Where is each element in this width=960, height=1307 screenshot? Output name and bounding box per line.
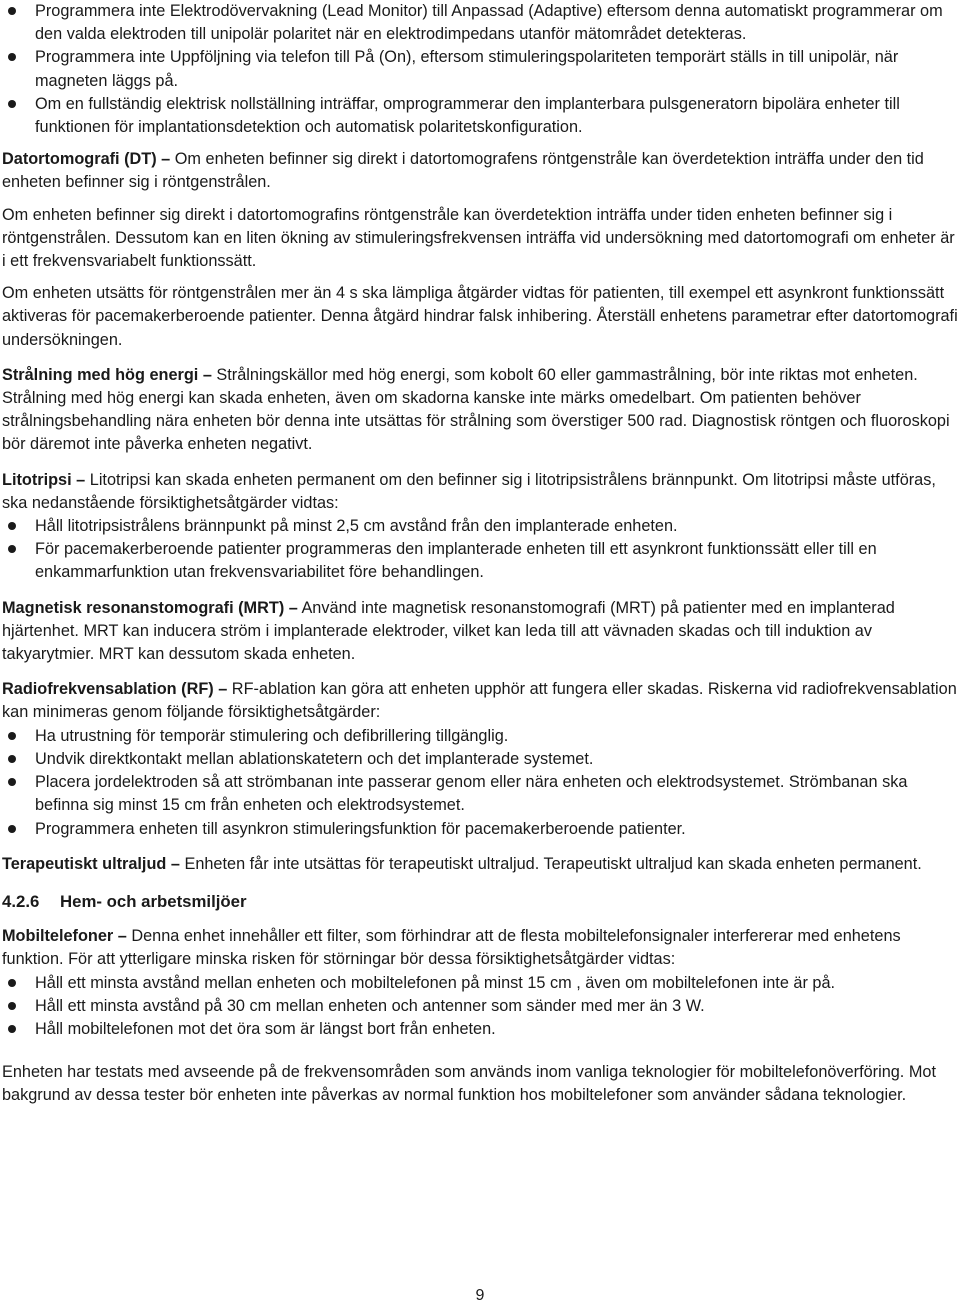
bullet-icon [8,1002,16,1010]
mobile-closing-paragraph: Enheten har testats med avseende på de frekvensområden som används inom vanliga teknologier för mobiltelefonöverföring. Mot bakgrund av dessa tester bör enheten inte påverkas av normal funktion hos mobiltelefoner som använder sådana teknologier. [2,1063,936,1105]
ct-paragraph-3: Om enheten utsätts för röntgenstrålen mer än 4 s ska lämpliga åtgärder vidtas för patienten, till exempel ett asynkront funktionssätt aktiveras för pacemakerberoende patienter. Denna åtgärd hindrar falsk inhibering. Återställ enhetens parametrar efter datortomografi undersökningen. [2,284,958,349]
litotripsi-paragraph: Litotripsi – Litotripsi kan skada enheten permanent om den befinner sig i litotripsistrålens brännpunkt. Om litotripsi måste utföras, ska nedanstående försiktighetsåtgärder vidtas: [2,470,936,512]
section-number: 4.2.6 [2,891,40,911]
bullet-icon [8,7,16,15]
list-item: Håll litotripsistrålens brännpunkt på minst 2,5 cm avstånd från den implanterade enheten. [2,515,958,538]
bullet-icon [8,755,16,763]
rf-bullets [2,725,958,841]
ultrasound-term: Terapeutiskt ultraljud – [2,854,180,873]
radiation-paragraph: Strålning med hög energi – Strålningskällor med hög energi, som kobolt 60 eller gammastrålning, bör inte riktas mot enheten. Strålning med hög energi kan skada enheten, även om skadorna kanske inte märks omedelbart. Om patienten behöver strålningsbehandling nära enheten bör denna inte utsättas för strålning som överstiger 500 rad. Diagnostisk röntgen och fluoroskopi bör däremot inte påverka enheten negativt. [2,365,950,454]
section-heading [2,890,958,913]
list-item: Programmera inte Uppföljning via telefon till På (On), eftersom stimuleringspolariteten temporärt ställs in till unipolär, när magneten läggs på. [2,46,958,92]
list-item: Placera jordelektroden så att strömbanan inte passerar genom eller nära enheten och elektrodsystemet. Strömbanan ska befinna sig minst 15 cm från enheten och elektrodsystemet. [2,771,958,817]
list-item: Håll ett minsta avstånd på 30 cm mellan enheten och antenner som sänder med mer än 3 W. [2,995,958,1018]
bullet-icon [8,825,16,833]
bullet-icon [8,545,16,553]
list-item: För pacemakerberoende patienter programmeras den implanterade enheten till ett asynkront funktionssätt eller till en enkammarfunktion utan frekvensvariabilitet före behandlingen. [2,538,958,584]
bullet-icon [8,732,16,740]
list-item: Om en fullständig elektrisk nollställning inträffar, omprogrammerar den implanterbara pulsgeneratorn bipolära enheter till funktionen för implantationsdetektion och automatisk polaritetskonfiguration. [2,93,958,139]
ct-term: Datortomografi (DT) – [2,150,171,169]
bullet-icon [8,53,16,61]
list-item: Programmera enheten till asynkron stimuleringsfunktion för pacemakerberoende patienter. [2,818,958,841]
litotripsi-term: Litotripsi – [2,470,86,489]
lead-monitor-bullets [2,0,958,139]
rf-paragraph: Radiofrekvensablation (RF) – RF-ablation kan göra att enheten upphör att fungera eller skadas. Riskerna vid radiofrekvensablation kan minimeras genom följande försiktighetsåtgärder: [2,680,957,722]
bullet-icon [8,778,16,786]
mri-paragraph: Magnetisk resonanstomografi (MRT) – Använd inte magnetisk resonanstomografi (MRT) på patienter med en implanterad hjärtenhet. MRT kan inducera ström i implanterade elektroder, vilket kan leda till att vävnaden skadas och till induktion av takyarytmier. MRT kan dessutom skada enheten. [2,598,895,664]
section-title: Hem- och arbetsmiljöer [60,891,247,911]
bullet-icon [8,979,16,987]
mobile-bullets [2,972,958,1042]
bullet-icon [8,100,16,108]
ct-paragraph: Datortomografi (DT) – Om enheten befinner sig direkt i datortomografens röntgenstråle kan överdetektion inträffa under den tid enheten befinner sig i röntgenstrålen. [2,150,924,192]
mobile-paragraph: Mobiltelefoner – Denna enhet innehåller ett filter, som förhindrar att de flesta mobiltelefonsignaler interfererar med enhetens funktion. För att ytterligare minska risken för störningar bör dessa försiktighetsåtgärder vidtas: [2,927,901,969]
bullet-icon [8,522,16,530]
rf-term: Radiofrekvensablation (RF) – [2,680,228,699]
list-item: Programmera inte Elektrodövervakning (Lead Monitor) till Anpassad (Adaptive) eftersom denna automatiskt programmerar om den valda elektroden till unipolär polaritet när en elektrodimpedans utanför mätområdet detekteras. [2,0,958,46]
ultrasound-paragraph: Terapeutiskt ultraljud – Enheten får inte utsättas för terapeutiskt ultraljud. Terapeutiskt ultraljud kan skada enheten permanent. [2,854,922,873]
mobile-term: Mobiltelefoner – [2,927,127,946]
list-item: Håll mobiltelefonen mot det öra som är längst bort från enheten. [2,1018,958,1041]
radiation-term: Strålning med hög energi – [2,365,212,384]
list-item: Undvik direktkontakt mellan ablationskatetern och det implanterade systemet. [2,748,958,771]
list-item: Håll ett minsta avstånd mellan enheten och mobiltelefonen på minst 15 cm , även om mobiltelefonen inte är på. [2,972,958,995]
ct-paragraph-2: Om enheten befinner sig direkt i datortomografins röntgenstråle kan överdetektion inträffa under tiden enheten befinner sig i röntgenstrålen. Dessutom kan en liten ökning av stimuleringsfrekvensen inträffa vid undersökning med datortomografi om enheter är i ett frekvensvariabelt funktionssätt. [2,205,955,271]
mri-term: Magnetisk resonanstomografi (MRT) – [2,598,298,617]
litotripsi-bullets [2,515,958,585]
list-item: Ha utrustning för temporär stimulering och defibrillering tillgänglig. [2,725,958,748]
page-number: 9 [475,1287,485,1304]
bullet-icon [8,1025,16,1033]
